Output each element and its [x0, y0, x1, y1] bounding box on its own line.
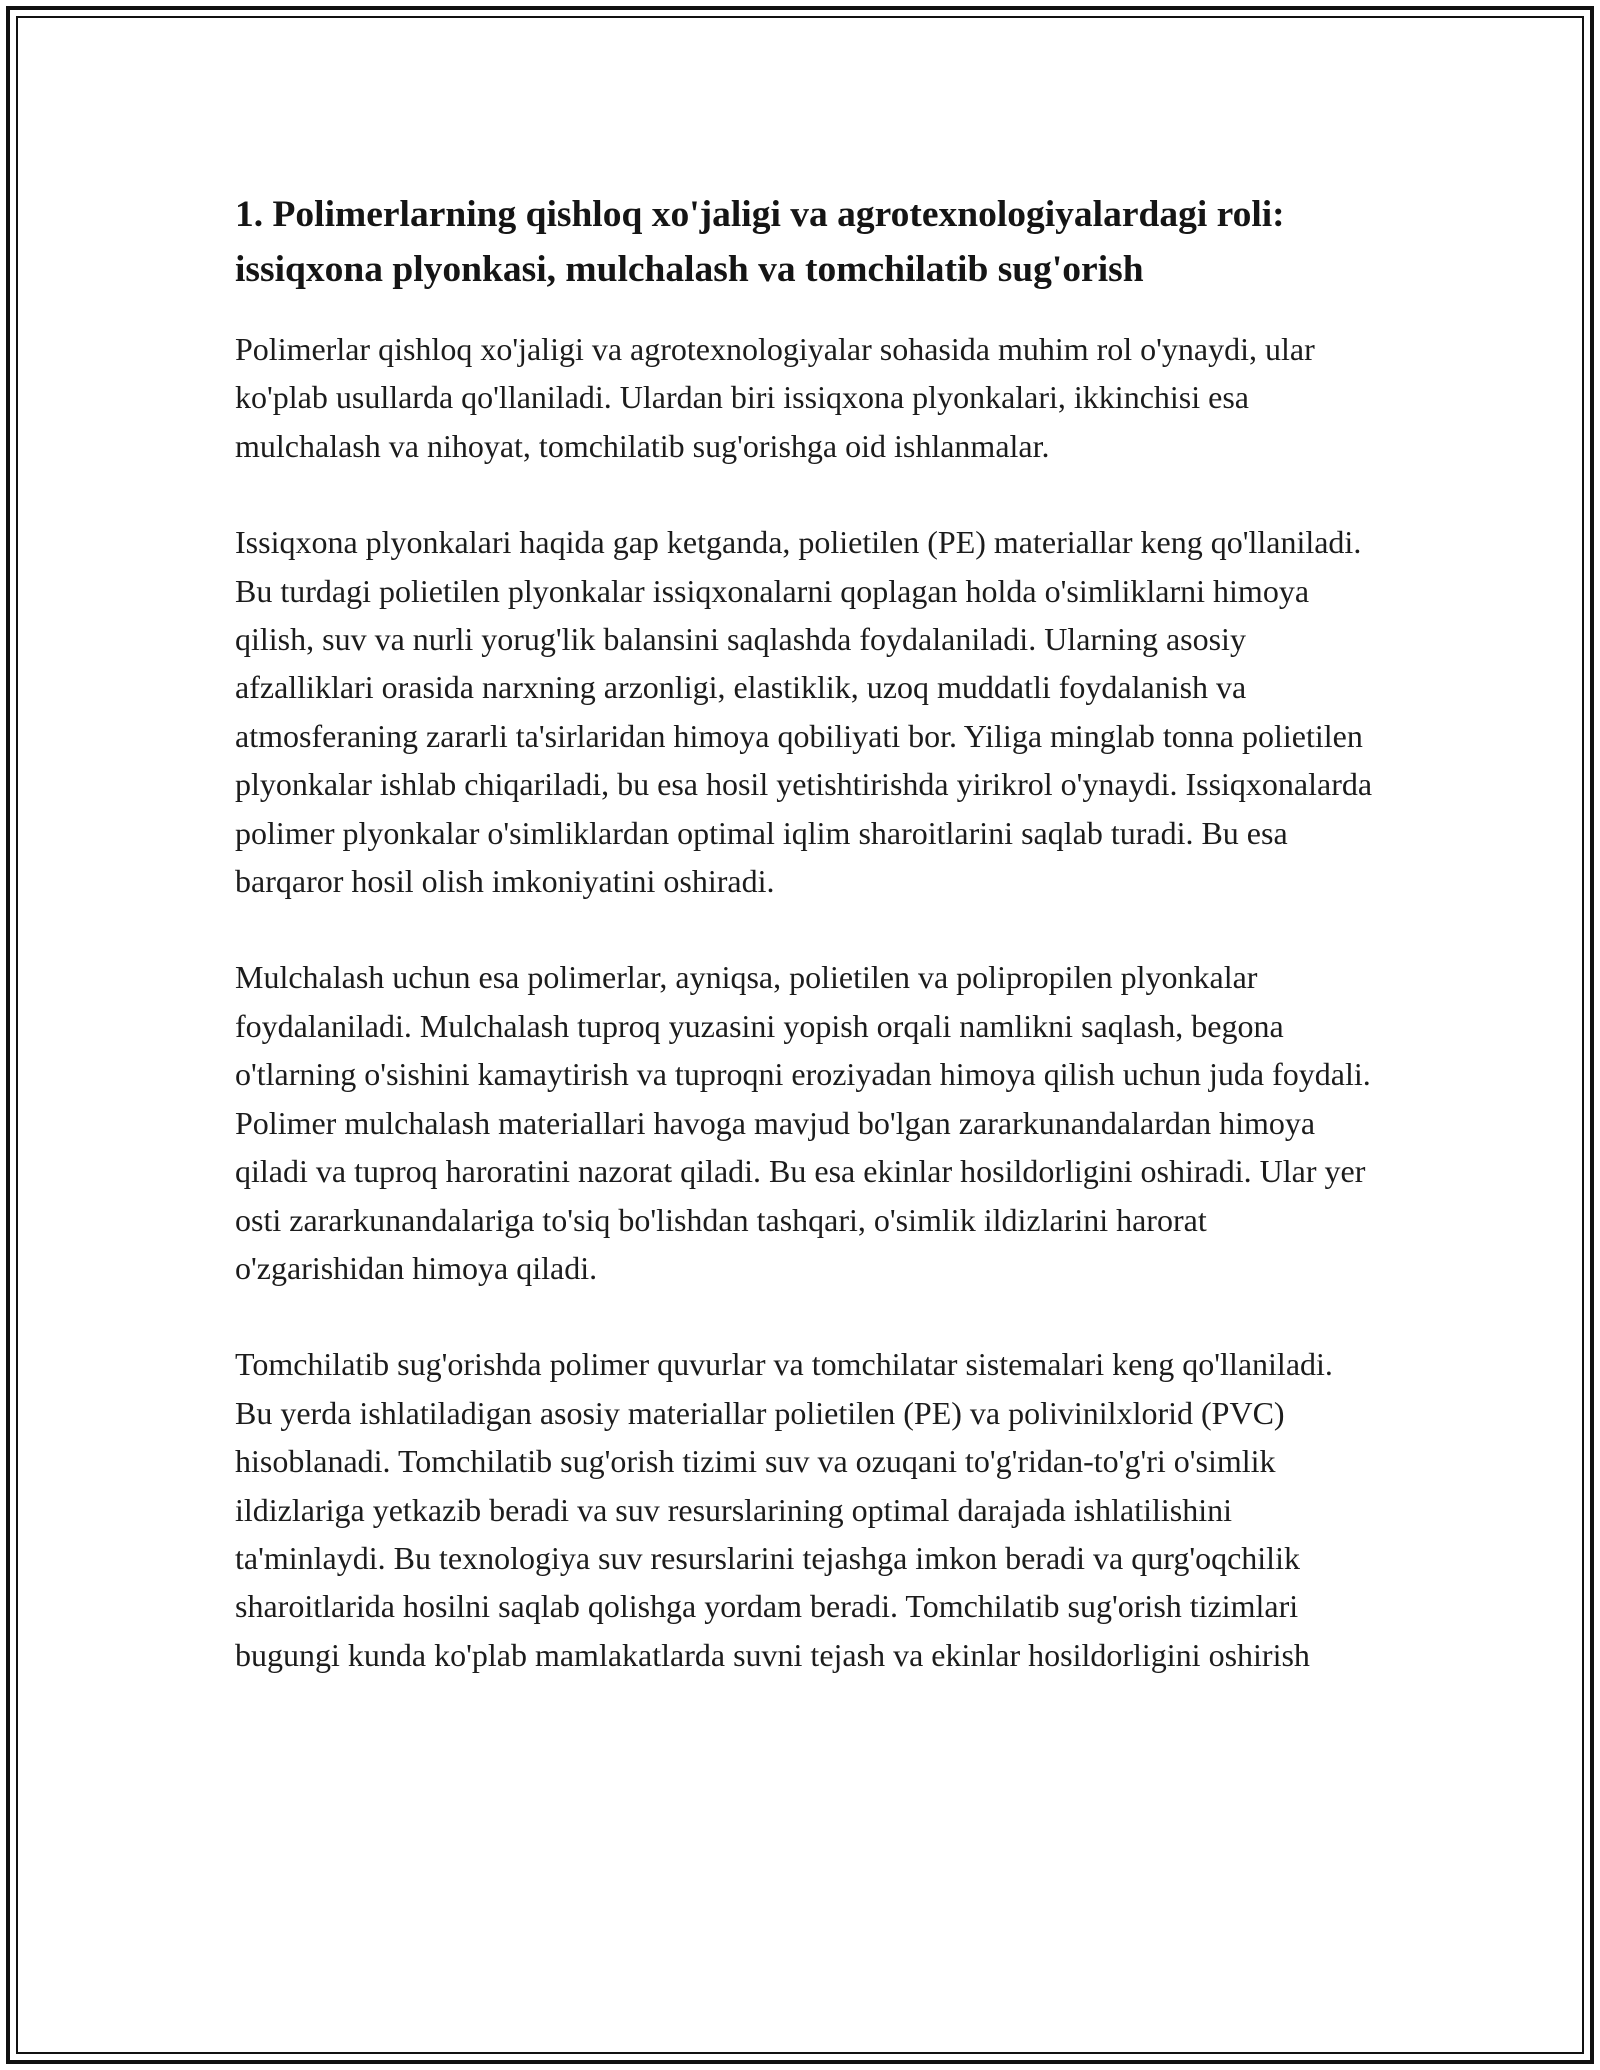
section-title: 1. Polimerlarning qishloq xo'jaligi va agrotexnologiyalardagi roli: issiqxona plyonkasi, mulchalash va tomchilatib sug'orish — [235, 194, 1285, 290]
document-body — [235, 187, 1375, 1679]
paragraph-drip-irrigation: Tomchilatib sug'orishda polimer quvurlar va tomchilatar sistemalari keng qo'llaniladi. Bu yerda ishlatiladigan asosiy materiallar polietilen (PE) va polivinilxlorid (PVC) hisoblanadi. Tomchilatib sug'orish tizimi suv va ozuqani to'g'ridan-to'g'ri o'simlik ildizlariga yetkazib beradi va suv resurslarining optimal darajada ishlatilishini ta'minlaydi. Bu texnologiya suv resurslarini tejashga imkon beradi va qurg'oqchilik sharoitlarida hosilni saqlab qolishga yordam beradi. Tomchilatib sug'orish tizimlari bugungi kunda ko'plab mamlakatlarda suvni tejash va ekinlar hosildorligini oshirish — [235, 1346, 1333, 1673]
paragraph-greenhouse-films: Issiqxona plyonkalari haqida gap ketganda, polietilen (PE) materiallar keng qo'llaniladi. Bu turdagi polietilen plyonkalar issiqxonalarni qoplagan holda o'simliklarni himoya qilish, suv va nurli yorug'lik balansini saqlashda foydalaniladi. Ularning asosiy afzalliklari orasida narxning arzonligi, elastiklik, uzoq muddatli foydalanish va atmosferaning zararli ta'sirlaridan himoya qobiliyati bor. Yiliga minglab tonna polietilen plyonkalar ishlab chiqariladi, bu esa hosil yetishtirishda yirikrol o'ynaydi. Issiqxonalarda polimer plyonkalar o'simliklardan optimal iqlim sharoitlarini saqlab turadi. Bu esa barqaror hosil olish imkoniyatini oshiradi. — [235, 524, 1373, 900]
paragraph-mulching: Mulchalash uchun esa polimerlar, ayniqsa, polietilen va polipropilen plyonkalar foydalaniladi. Mulchalash tuproq yuzasini yopish orqali namlikni saqlash, begona o'tlarning o'sishini kamaytirish va tuproqni eroziyadan himoya qilish uchun juda foydali. Polimer mulchalash materiallari havoga mavjud bo'lgan zararkunandalardan himoya qiladi va tuproq haroratini nazorat qiladi. Bu esa ekinlar hosildorligini oshiradi. Ular yer osti zararkunandalariga to'siq bo'lishdan tashqari, o'simlik ildizlarini harorat o'zgarishidan himoya qiladi. — [235, 959, 1371, 1286]
paragraph-intro: Polimerlar qishloq xo'jaligi va agrotexnologiyalar sohasida muhim rol o'ynaydi, ular ko'plab usullarda qo'llaniladi. Ulardan biri issiqxona plyonkalari, ikkinchisi esa mulchalash va nihoyat, tomchilatib sug'orishga oid ishlanmalar. — [235, 331, 1315, 464]
